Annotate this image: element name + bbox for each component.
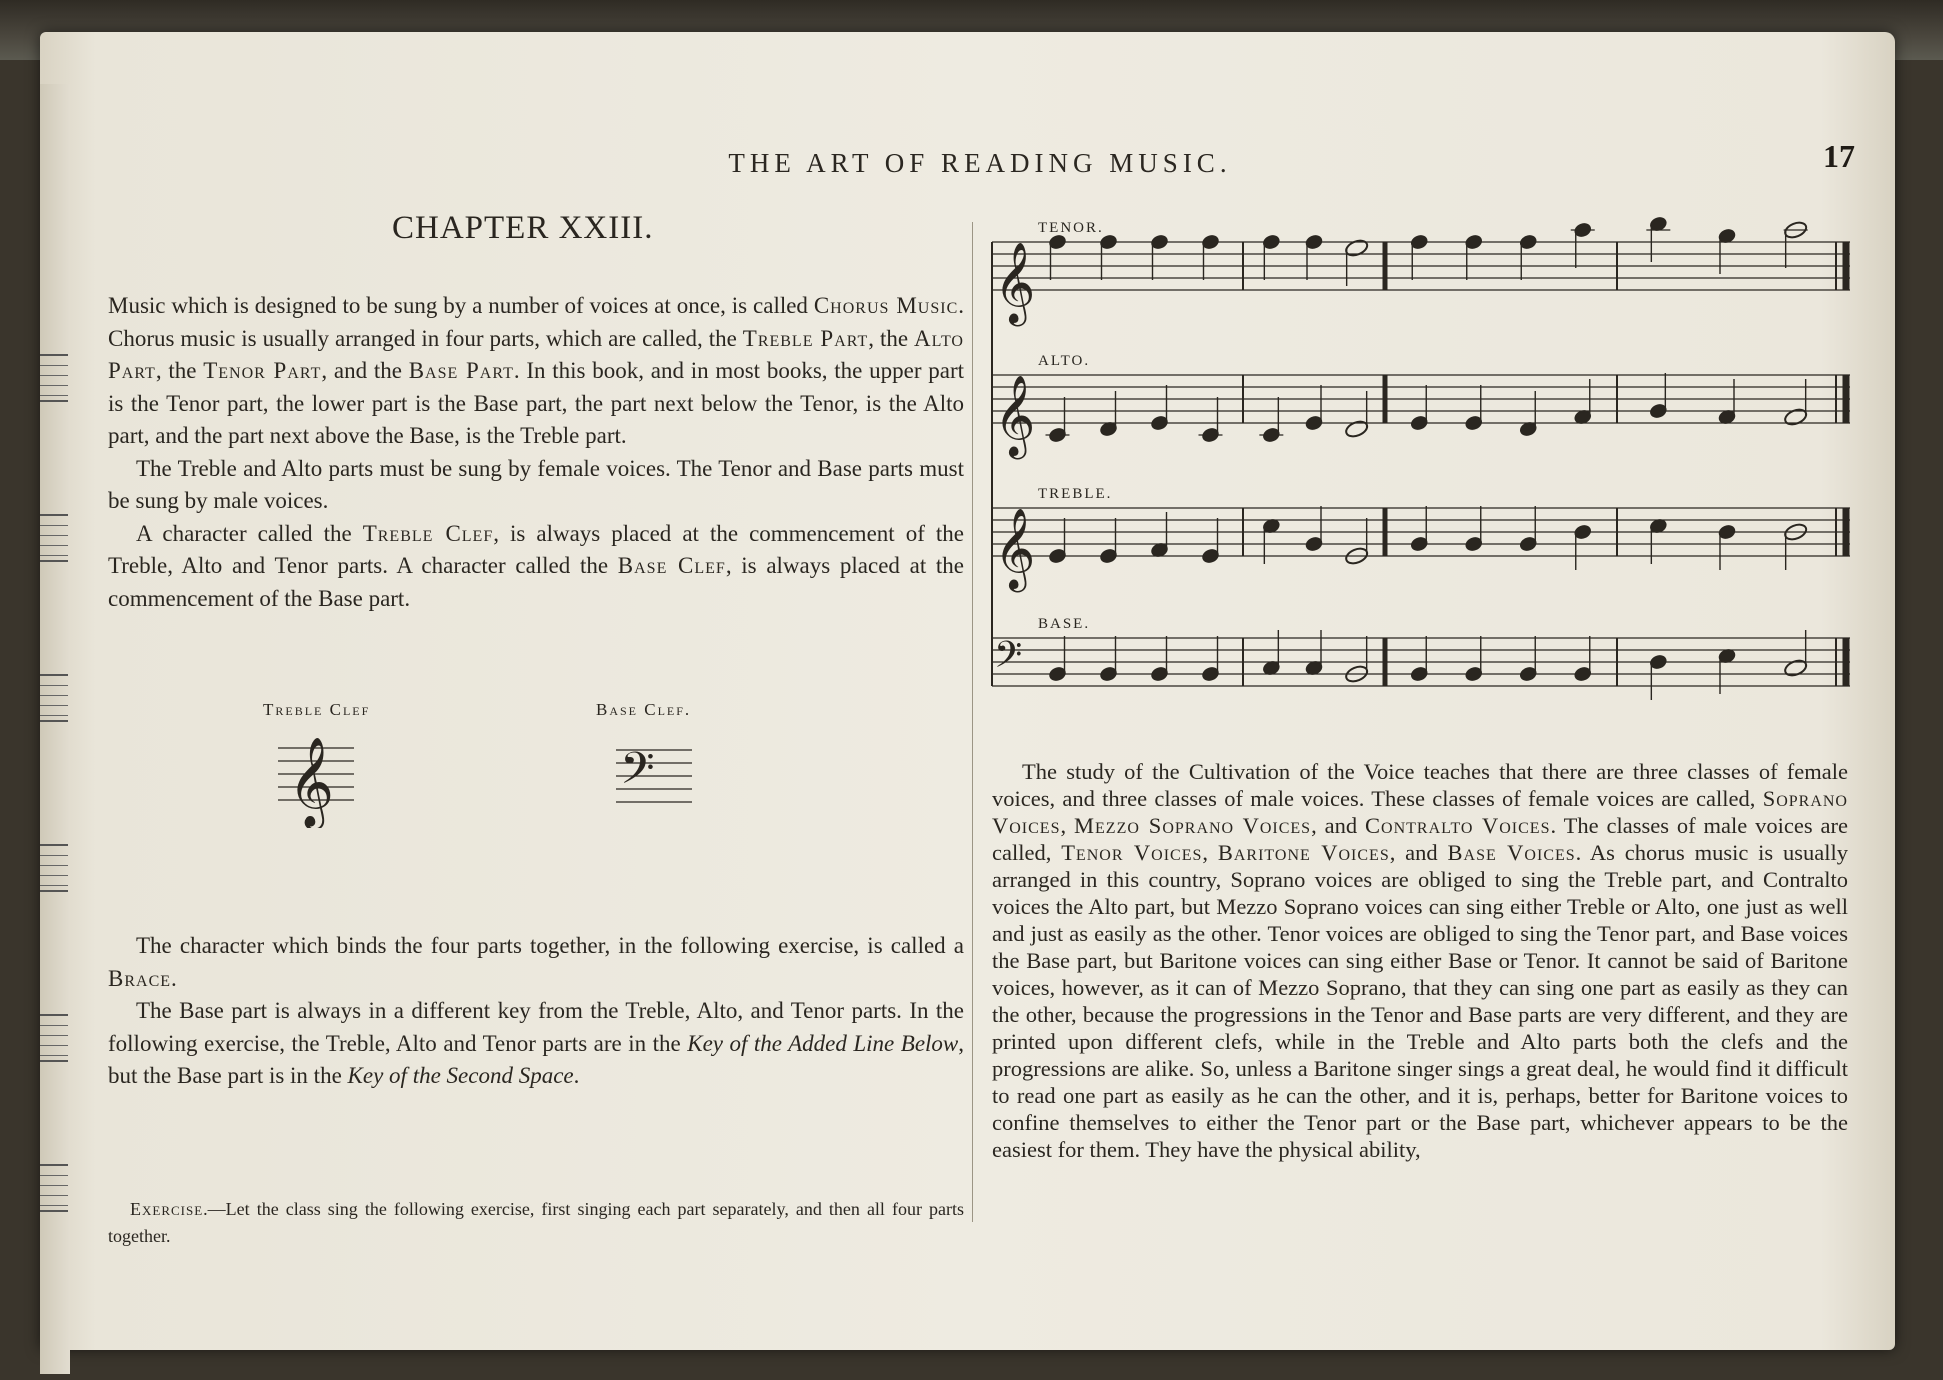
right-column-text	[992, 758, 1848, 1163]
text-run: .	[171, 965, 177, 991]
left-column-text	[108, 290, 964, 615]
text-run: . The classes of male voices are called,	[992, 813, 1848, 865]
four-part-music-score	[988, 210, 1858, 720]
column-divider	[972, 222, 973, 1222]
text-run: A character called the	[136, 520, 363, 546]
text-run: ,	[1202, 840, 1218, 865]
sliver-staff-fragment	[40, 674, 68, 722]
term-mezzo-soprano-voices: Mezzo Soprano Voices	[1074, 813, 1312, 838]
paragraph-chorus-music	[108, 290, 964, 453]
running-title: THE ART OF READING MUSIC.	[728, 148, 1232, 178]
text-run: , is always placed at the commencement of the Treble, Alto and Tenor parts. A character called the	[108, 520, 964, 578]
term-key-second-space: Key of the Second Space	[347, 1063, 574, 1088]
text-run: .	[573, 1063, 580, 1088]
part-label: BASE.	[1038, 616, 1091, 632]
term-treble-clef: Treble Clef	[362, 520, 494, 546]
sliver-staff-fragment	[40, 514, 68, 562]
bass-clef-icon: 𝄢	[994, 634, 1023, 685]
term-contralto-voices: Contralto Voices	[1365, 813, 1551, 838]
half-note	[1344, 238, 1369, 258]
treble-clef-icon: 𝄞	[994, 374, 1036, 456]
text-run: . In this book, and in most books, the upper part is the Tenor part, the lower part is the Base part, the part next below the Tenor, is the Alto part, and the part next above the Base, is the Treble part.	[108, 358, 964, 448]
book-page	[40, 32, 1895, 1350]
text-run: , and	[1389, 840, 1448, 865]
chapter-title: CHAPTER XXIII.	[392, 210, 654, 246]
term-tenor-part: Tenor Part	[203, 358, 322, 383]
text-run: , the	[868, 325, 915, 351]
half-note	[1783, 658, 1808, 678]
exercise-paragraph	[108, 1196, 964, 1250]
part-label: TENOR.	[1038, 220, 1104, 236]
term-treble-part: Treble Part	[742, 325, 869, 351]
paragraph-brace	[108, 930, 964, 995]
term-soprano-voices: Soprano Voices	[992, 786, 1848, 838]
term-key-added-line: Key of the Added Line Below	[687, 1030, 959, 1056]
half-note	[1344, 419, 1369, 439]
half-note	[1783, 407, 1808, 427]
text-run: ,	[1060, 813, 1075, 838]
text-run: The character which binds the four parts together, in the following exercise, is called a	[136, 933, 964, 958]
sliver-staff-fragment	[40, 1014, 68, 1062]
part-label: TREBLE.	[1038, 486, 1113, 502]
text-run: , but the Base part is in the	[108, 1030, 965, 1088]
term-base-part: Base Part	[408, 358, 514, 383]
treble-clef-icon: 𝄞	[994, 507, 1036, 589]
sliver-staff-fragment	[40, 1164, 68, 1212]
paragraph-voice-classes	[992, 758, 1848, 1163]
part-label: ALTO.	[1038, 353, 1091, 369]
treble-clef-icon: 𝄞	[994, 241, 1036, 323]
exercise-label: Exercise	[130, 1199, 204, 1219]
left-column-text-lower	[108, 930, 964, 1093]
text-run: . As chorus music is usually arranged in this country, Soprano voices are obliged to sing the Treble part, and Contralto voices the Alto part, but Mezzo Soprano voices can sing either Treble or Alto, one just as well and just as easily as the other. Tenor voices are obliged to sing the Tenor part, and Base voices the Base part, but Baritone voices can sing either Base or Tenor. It cannot be said of Baritone voices, however, as it can of Mezzo Soprano, that they can sing one part as easily as they can the other, because the progressions in the Tenor and Base parts are very different, and they are printed upon different clefs, while in the Treble and Alto parts both the clefs and the progressions are alike. So, unless a Baritone singer sings a great deal, he would find it difficult to read one part as easily as he can the other, and it is, perhaps, better for Baritone voices to confine themselves to either the Tenor part or the Base part, whichever appears to be the easiest for them. They have the physical ability,	[992, 840, 1848, 1162]
bass-clef-icon: 𝄢	[620, 742, 655, 805]
term-chorus-music: Chorus Music	[813, 293, 959, 318]
term-base-clef: Base Clef	[617, 553, 726, 578]
base-clef-example	[614, 732, 694, 832]
text-run: , the	[155, 358, 204, 383]
sliver-staff-fragment	[40, 354, 68, 402]
sliver-staff-fragment	[40, 844, 68, 892]
paragraph-voices: The Treble and Alto parts must be sung by female voices. The Tenor and Base parts must be sung by male voices.	[108, 455, 964, 513]
text-run: . Chorus music is usually arranged in four parts, which are called, the	[108, 293, 964, 351]
page-number: 17	[1823, 138, 1855, 174]
base-clef-label: Base Clef.	[596, 700, 692, 719]
text-run: , and	[1311, 813, 1366, 838]
term-baritone-voices: Baritone Voices	[1217, 840, 1390, 865]
exercise-text: .—Let the class sing the following exercise, first singing each part separately, and then all four parts together.	[108, 1199, 964, 1246]
treble-clef-icon: 𝄞	[288, 737, 335, 827]
treble-clef-label: Treble Clef	[263, 700, 371, 719]
text-run: The study of the Cultivation of the Voice teaches that there are three classes of female voices, and three classes of male voices. These classes of female voices are called,	[992, 759, 1848, 811]
paragraph-keys	[108, 995, 964, 1093]
paragraph-clefs	[108, 518, 964, 616]
text-run: The Base part is always in a different key from the Treble, Alto, and Tenor parts. In the following exercise, the Treble, Alto and Tenor parts are in the	[108, 998, 964, 1056]
term-alto-part: Alto Part	[108, 325, 964, 383]
treble-clef-example	[276, 728, 356, 828]
term-base-voices: Base Voices	[1447, 840, 1576, 865]
term-tenor-voices: Tenor Voices	[1061, 840, 1203, 865]
previous-page-edge	[40, 84, 70, 1374]
exercise-instructions	[108, 1196, 964, 1250]
term-brace: Brace	[108, 965, 172, 991]
text-run: Music which is designed to be sung by a number of voices at once, is called	[108, 293, 814, 318]
text-run: , is always placed at the commencement of the Base part.	[108, 553, 965, 611]
text-run: , and the	[321, 358, 409, 383]
